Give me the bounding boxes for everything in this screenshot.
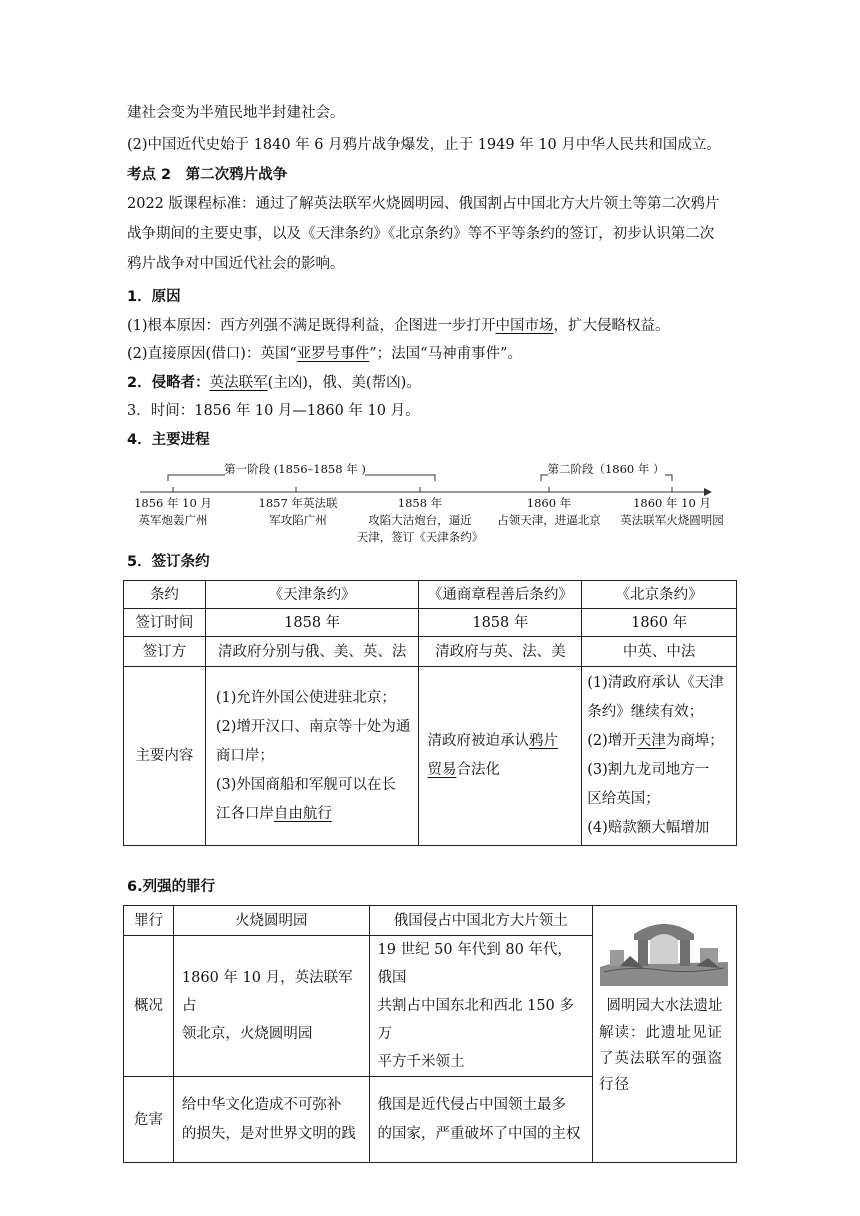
time-line: 3．时间：1856 年 10 月—1860 年 10 月。	[127, 403, 420, 419]
underlined-term: 贸易	[427, 762, 457, 778]
process-timeline	[0, 455, 860, 550]
event-date: 1856 年 10 月	[134, 496, 212, 510]
event-desc: 英军炮轰广州	[138, 513, 208, 527]
intro-line-1: 建社会变为半殖民地半封建社会。	[127, 105, 345, 121]
harm-yuanmingyuan: 给中华文化造成不可弥补 的损失，是对世界文明的践	[173, 1077, 369, 1163]
table-header: 《北京条约》	[582, 581, 737, 609]
cause-root: (1)根本原因：西方列强不满足既得利益，企图进一步打开中国市场，扩大侵略权益。	[127, 318, 670, 334]
standard-line-1: 2022 版课程标准：通过了解英法联军火烧圆明园、俄国割占中国北方大片领土等第二次鸦片	[127, 196, 720, 212]
underlined-term: 中国市场	[495, 318, 554, 334]
overview-russia: 19 世纪 50 年代到 80 年代，俄国 共割占中国东北和西北 150 多万 平方千米领土	[369, 936, 592, 1077]
row-label: 概况	[124, 936, 174, 1077]
table-header: 《通商章程善后条约》	[419, 581, 582, 609]
photo-caption: 圆明园大水法遗址	[606, 998, 723, 1014]
crimes-table	[123, 905, 737, 1163]
event-desc: 天津，签订《天津条约》	[356, 530, 484, 544]
standard-line-3: 鸦片战争对中国近代社会的影响。	[127, 256, 345, 272]
table-cell: 1860 年	[582, 609, 737, 637]
underlined-term: 亚罗号事件	[296, 346, 370, 362]
row-label: 签订时间	[124, 609, 206, 637]
row-label: 签订方	[124, 637, 206, 667]
table-cell: 中英、中法	[582, 637, 737, 667]
overview-yuanmingyuan: 1860 年 10 月，英法联军占 领北京，火烧圆明园	[173, 936, 369, 1077]
underlined-term: 鸦片	[528, 733, 558, 749]
event-date: 1860 年 10 月	[633, 496, 711, 510]
process-title: 4．主要进程	[127, 432, 210, 448]
table-cell: 1858 年	[419, 609, 582, 637]
standard-line-2: 战争期间的主要史事，以及《天津条约》《北京条约》等不平等条约的签订，初步认识第二次	[127, 226, 715, 242]
tianjin-content: (1)允许外国公使进驻北京； (2)增开汉口、南京等十处为通 商口岸； (3)外国商船和军舰可以在长 江各口岸自由航行	[205, 667, 419, 846]
event-date: 1860 年	[526, 496, 572, 510]
aggressor-line: 2．侵略者：英法联军(主凶)，俄、美(帮凶)。	[127, 375, 421, 391]
event-desc: 英法联军火烧圆明园	[620, 513, 724, 527]
section-heading: 考点 2 第二次鸦片战争	[127, 167, 288, 183]
table-header: 《天津条约》	[205, 581, 419, 609]
event-desc: 占领天津，进逼北京	[497, 513, 601, 527]
event-date: 1858 年	[397, 496, 443, 510]
beijing-content: (1)清政府承认《天津 条约》继续有效； (2)增开天津为商埠； (3)割九龙司地方一 区给英国； (4)赔款额大幅增加	[582, 667, 737, 846]
photo-cell	[592, 906, 736, 1163]
intro-line-2: (2)中国近代史始于 1840 年 6 月鸦片战争爆发，止于 1949 年 10 月中华人民共和国成立。	[127, 137, 721, 153]
stage2-label: 第二阶段（1860 年 ）	[547, 462, 665, 476]
event-desc: 军攻陷广州	[269, 513, 327, 527]
table-cell: 清政府分别与俄、美、英、法	[205, 637, 419, 667]
underlined-term: 天津	[636, 733, 666, 749]
table-header: 条约	[124, 581, 206, 609]
cause-direct: (2)直接原因(借口)：英国“亚罗号事件”；法国“马神甫事件”。	[127, 346, 523, 362]
photo-note: 解读：此遗址见证 了英法联军的强盗 行径	[598, 1025, 723, 1093]
crimes-title: 6.列强的罪行	[127, 879, 216, 895]
table-cell: 清政府与英、法、美	[419, 637, 582, 667]
event-date: 1857 年英法联	[258, 496, 338, 510]
event-desc: 攻陷大沽炮台，逼近	[368, 513, 472, 527]
harm-russia: 俄国是近代侵占中国领土最多 的国家，严重破坏了中国的主权	[369, 1077, 592, 1163]
table-header: 俄国侵占中国北方大片领土	[369, 906, 592, 936]
timeline-ticks	[173, 487, 672, 492]
treaties-table	[123, 580, 737, 846]
table-header: 火烧圆明园	[173, 906, 369, 936]
yuanmingyuan-ruins-image	[600, 912, 728, 986]
row-label: 主要内容	[124, 667, 206, 846]
cause-title: 1．原因	[127, 289, 181, 305]
row-label: 危害	[124, 1077, 174, 1163]
treaties-title: 5．签订条约	[127, 554, 210, 570]
table-cell: 1858 年	[205, 609, 419, 637]
trade-content: 清政府被迫承认鸦片 贸易合法化	[419, 667, 582, 846]
underlined-term: 自由航行	[273, 805, 332, 822]
underlined-term: 英法联军	[209, 375, 268, 391]
stage1-label: 第一阶段 (1856–1858 年 )	[224, 462, 366, 476]
table-header: 罪行	[124, 906, 174, 936]
